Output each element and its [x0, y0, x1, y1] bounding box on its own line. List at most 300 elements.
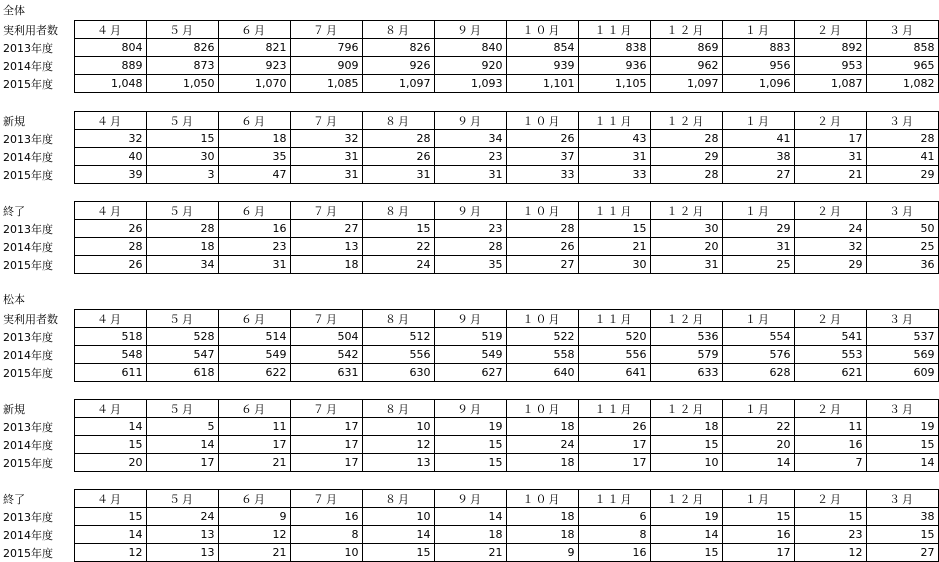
- value-cell: 38: [722, 148, 794, 166]
- value-cell: 939: [506, 57, 578, 75]
- table-row: [0, 57, 938, 75]
- value-cell: 31: [290, 166, 362, 184]
- value-cell: 18: [506, 418, 578, 436]
- value-cell: 611: [74, 364, 146, 382]
- month-header: １月: [722, 310, 794, 328]
- value-cell: 27: [506, 256, 578, 274]
- year-label: 2014年度: [3, 528, 53, 542]
- value-cell: 1,070: [218, 75, 290, 93]
- value-cell: 14: [650, 526, 722, 544]
- value-cell: 618: [146, 364, 218, 382]
- value-cell: 11: [218, 418, 290, 436]
- value-cell: 14: [146, 436, 218, 454]
- value-cell: 6: [578, 508, 650, 526]
- value-cell: 34: [434, 130, 506, 148]
- value-cell: 27: [722, 166, 794, 184]
- section-title-matsumoto: 松本: [3, 293, 25, 306]
- month-header: １月: [722, 21, 794, 39]
- value-cell: 23: [434, 220, 506, 238]
- value-cell: 553: [794, 346, 866, 364]
- value-cell: 631: [290, 364, 362, 382]
- value-cell: 26: [74, 220, 146, 238]
- table-row: [0, 328, 938, 346]
- year-label: 2014年度: [3, 438, 53, 452]
- month-header: ９月: [434, 21, 506, 39]
- value-cell: 18: [290, 256, 362, 274]
- table-row: [0, 418, 938, 436]
- month-header: １０月: [506, 400, 578, 418]
- table-row: [0, 220, 938, 238]
- value-cell: 909: [290, 57, 362, 75]
- month-header: ４月: [74, 490, 146, 508]
- value-cell: 29: [650, 148, 722, 166]
- value-cell: 522: [506, 328, 578, 346]
- value-cell: 24: [794, 220, 866, 238]
- month-header: １２月: [650, 112, 722, 130]
- month-header: ８月: [362, 202, 434, 220]
- value-cell: 13: [362, 454, 434, 472]
- value-cell: 17: [794, 130, 866, 148]
- table-row: [0, 166, 938, 184]
- value-cell: 14: [722, 454, 794, 472]
- value-cell: 549: [218, 346, 290, 364]
- table-matsumoto-end: [0, 489, 939, 562]
- value-cell: 12: [74, 544, 146, 562]
- table-zentai-end: [0, 201, 939, 274]
- value-cell: 536: [650, 328, 722, 346]
- table-matsumoto-new: [0, 399, 939, 472]
- month-header: ７月: [290, 310, 362, 328]
- table-matsumoto-users: [0, 309, 939, 382]
- value-cell: 17: [218, 436, 290, 454]
- value-cell: 1,050: [146, 75, 218, 93]
- value-cell: 27: [866, 544, 938, 562]
- value-cell: 24: [362, 256, 434, 274]
- value-cell: 41: [722, 130, 794, 148]
- header-label: 新規: [3, 114, 25, 128]
- value-cell: 33: [506, 166, 578, 184]
- value-cell: 14: [362, 526, 434, 544]
- month-header: １０月: [506, 202, 578, 220]
- value-cell: 15: [866, 436, 938, 454]
- table-row: [0, 364, 938, 382]
- value-cell: 628: [722, 364, 794, 382]
- value-cell: 26: [74, 256, 146, 274]
- value-cell: 26: [506, 238, 578, 256]
- value-cell: 15: [74, 508, 146, 526]
- value-cell: 43: [578, 130, 650, 148]
- month-header: １０月: [506, 310, 578, 328]
- month-header: １２月: [650, 490, 722, 508]
- month-header: ６月: [218, 112, 290, 130]
- value-cell: 1,096: [722, 75, 794, 93]
- value-cell: 32: [74, 130, 146, 148]
- month-header: １１月: [578, 202, 650, 220]
- month-header: ６月: [218, 21, 290, 39]
- value-cell: 9: [506, 544, 578, 562]
- header-label: 終了: [3, 492, 25, 506]
- value-cell: 15: [794, 508, 866, 526]
- value-cell: 28: [650, 130, 722, 148]
- value-cell: 21: [218, 544, 290, 562]
- value-cell: 15: [866, 526, 938, 544]
- value-cell: 838: [578, 39, 650, 57]
- month-header: ８月: [362, 112, 434, 130]
- value-cell: 37: [506, 148, 578, 166]
- value-cell: 47: [218, 166, 290, 184]
- value-cell: 609: [866, 364, 938, 382]
- value-cell: 31: [290, 148, 362, 166]
- header-row: [0, 112, 938, 130]
- value-cell: 20: [74, 454, 146, 472]
- value-cell: 23: [434, 148, 506, 166]
- month-header: １月: [722, 490, 794, 508]
- month-header: ４月: [74, 112, 146, 130]
- value-cell: 542: [290, 346, 362, 364]
- month-header: ５月: [146, 400, 218, 418]
- month-header: ３月: [866, 400, 938, 418]
- value-cell: 518: [74, 328, 146, 346]
- value-cell: 804: [74, 39, 146, 57]
- value-cell: 31: [218, 256, 290, 274]
- value-cell: 15: [434, 436, 506, 454]
- value-cell: 21: [578, 238, 650, 256]
- value-cell: 28: [434, 238, 506, 256]
- value-cell: 8: [290, 526, 362, 544]
- year-label: 2015年度: [3, 77, 53, 91]
- value-cell: 621: [794, 364, 866, 382]
- month-header: ６月: [218, 202, 290, 220]
- value-cell: 11: [794, 418, 866, 436]
- value-cell: 34: [146, 256, 218, 274]
- value-cell: 840: [434, 39, 506, 57]
- month-header: ４月: [74, 400, 146, 418]
- table-row: [0, 436, 938, 454]
- value-cell: 29: [866, 166, 938, 184]
- value-cell: 854: [506, 39, 578, 57]
- month-header: ５月: [146, 490, 218, 508]
- month-header: ９月: [434, 202, 506, 220]
- value-cell: 18: [506, 526, 578, 544]
- value-cell: 965: [866, 57, 938, 75]
- value-cell: 630: [362, 364, 434, 382]
- table-row: [0, 544, 938, 562]
- month-header: ２月: [794, 310, 866, 328]
- value-cell: 18: [218, 130, 290, 148]
- value-cell: 29: [722, 220, 794, 238]
- month-header: ３月: [866, 21, 938, 39]
- table-row: [0, 454, 938, 472]
- value-cell: 14: [866, 454, 938, 472]
- value-cell: 1,097: [362, 75, 434, 93]
- month-header: ３月: [866, 112, 938, 130]
- month-header: ７月: [290, 490, 362, 508]
- month-header: １１月: [578, 490, 650, 508]
- value-cell: 627: [434, 364, 506, 382]
- month-header: ５月: [146, 112, 218, 130]
- header-row: [0, 21, 938, 39]
- value-cell: 25: [866, 238, 938, 256]
- value-cell: 28: [362, 130, 434, 148]
- value-cell: 17: [578, 454, 650, 472]
- value-cell: 15: [650, 544, 722, 562]
- value-cell: 16: [218, 220, 290, 238]
- value-cell: 956: [722, 57, 794, 75]
- value-cell: 953: [794, 57, 866, 75]
- value-cell: 21: [794, 166, 866, 184]
- value-cell: 889: [74, 57, 146, 75]
- table-row: [0, 39, 938, 57]
- value-cell: 920: [434, 57, 506, 75]
- value-cell: 547: [146, 346, 218, 364]
- month-header: ４月: [74, 202, 146, 220]
- month-header: １０月: [506, 21, 578, 39]
- year-label: 2014年度: [3, 59, 53, 73]
- table-row: [0, 130, 938, 148]
- year-label: 2015年度: [3, 168, 53, 182]
- month-header: ９月: [434, 112, 506, 130]
- value-cell: 15: [722, 508, 794, 526]
- value-cell: 13: [146, 526, 218, 544]
- month-header: １１月: [578, 400, 650, 418]
- value-cell: 537: [866, 328, 938, 346]
- value-cell: 17: [290, 436, 362, 454]
- value-cell: 26: [362, 148, 434, 166]
- value-cell: 18: [434, 526, 506, 544]
- value-cell: 528: [146, 328, 218, 346]
- month-header: １１月: [578, 310, 650, 328]
- month-header: ７月: [290, 21, 362, 39]
- value-cell: 1,093: [434, 75, 506, 93]
- value-cell: 23: [218, 238, 290, 256]
- value-cell: 15: [578, 220, 650, 238]
- value-cell: 7: [794, 454, 866, 472]
- value-cell: 31: [722, 238, 794, 256]
- table-row: [0, 75, 938, 93]
- value-cell: 29: [794, 256, 866, 274]
- header-row: [0, 490, 938, 508]
- value-cell: 21: [434, 544, 506, 562]
- value-cell: 28: [506, 220, 578, 238]
- header-row: [0, 310, 938, 328]
- value-cell: 17: [290, 418, 362, 436]
- value-cell: 19: [434, 418, 506, 436]
- value-cell: 12: [218, 526, 290, 544]
- month-header: ９月: [434, 310, 506, 328]
- month-header: ２月: [794, 202, 866, 220]
- value-cell: 28: [650, 166, 722, 184]
- value-cell: 28: [74, 238, 146, 256]
- value-cell: 8: [578, 526, 650, 544]
- value-cell: 3: [146, 166, 218, 184]
- value-cell: 9: [218, 508, 290, 526]
- value-cell: 24: [146, 508, 218, 526]
- year-label: 2013年度: [3, 420, 53, 434]
- year-label: 2014年度: [3, 150, 53, 164]
- month-header: ８月: [362, 21, 434, 39]
- value-cell: 28: [146, 220, 218, 238]
- value-cell: 936: [578, 57, 650, 75]
- month-header: １０月: [506, 490, 578, 508]
- value-cell: 35: [434, 256, 506, 274]
- value-cell: 14: [434, 508, 506, 526]
- value-cell: 40: [74, 148, 146, 166]
- value-cell: 16: [794, 436, 866, 454]
- value-cell: 554: [722, 328, 794, 346]
- value-cell: 10: [290, 544, 362, 562]
- value-cell: 17: [290, 454, 362, 472]
- value-cell: 31: [650, 256, 722, 274]
- value-cell: 519: [434, 328, 506, 346]
- value-cell: 873: [146, 57, 218, 75]
- value-cell: 16: [578, 544, 650, 562]
- month-header: １２月: [650, 400, 722, 418]
- month-header: ６月: [218, 310, 290, 328]
- value-cell: 15: [146, 130, 218, 148]
- value-cell: 1,097: [650, 75, 722, 93]
- value-cell: 1,105: [578, 75, 650, 93]
- month-header: ２月: [794, 400, 866, 418]
- month-header: ７月: [290, 202, 362, 220]
- month-header: １１月: [578, 112, 650, 130]
- header-label: 新規: [3, 402, 25, 416]
- year-label: 2015年度: [3, 456, 53, 470]
- month-header: １０月: [506, 112, 578, 130]
- month-header: ８月: [362, 310, 434, 328]
- value-cell: 17: [146, 454, 218, 472]
- month-header: １月: [722, 400, 794, 418]
- value-cell: 41: [866, 148, 938, 166]
- year-label: 2013年度: [3, 41, 53, 55]
- month-header: ３月: [866, 310, 938, 328]
- month-header: ５月: [146, 310, 218, 328]
- value-cell: 821: [218, 39, 290, 57]
- value-cell: 31: [578, 148, 650, 166]
- value-cell: 558: [506, 346, 578, 364]
- year-label: 2014年度: [3, 348, 53, 362]
- year-label: 2013年度: [3, 510, 53, 524]
- value-cell: 24: [506, 436, 578, 454]
- month-header: ９月: [434, 490, 506, 508]
- table-row: [0, 148, 938, 166]
- value-cell: 13: [290, 238, 362, 256]
- month-header: １２月: [650, 202, 722, 220]
- table-zentai-new: [0, 111, 939, 184]
- value-cell: 633: [650, 364, 722, 382]
- table-zentai-users: [0, 20, 939, 93]
- value-cell: 549: [434, 346, 506, 364]
- month-header: ４月: [74, 21, 146, 39]
- value-cell: 17: [578, 436, 650, 454]
- value-cell: 576: [722, 346, 794, 364]
- value-cell: 15: [362, 220, 434, 238]
- value-cell: 22: [722, 418, 794, 436]
- month-header: ２月: [794, 490, 866, 508]
- header-row: [0, 202, 938, 220]
- value-cell: 31: [794, 148, 866, 166]
- value-cell: 504: [290, 328, 362, 346]
- value-cell: 25: [722, 256, 794, 274]
- value-cell: 14: [74, 418, 146, 436]
- value-cell: 28: [866, 130, 938, 148]
- value-cell: 796: [290, 39, 362, 57]
- value-cell: 21: [218, 454, 290, 472]
- value-cell: 17: [722, 544, 794, 562]
- month-header: ８月: [362, 490, 434, 508]
- value-cell: 541: [794, 328, 866, 346]
- value-cell: 32: [794, 238, 866, 256]
- year-label: 2014年度: [3, 240, 53, 254]
- value-cell: 826: [146, 39, 218, 57]
- value-cell: 512: [362, 328, 434, 346]
- table-row: [0, 238, 938, 256]
- value-cell: 19: [650, 508, 722, 526]
- value-cell: 32: [290, 130, 362, 148]
- value-cell: 923: [218, 57, 290, 75]
- value-cell: 579: [650, 346, 722, 364]
- header-label: 実利用者数: [3, 23, 58, 37]
- month-header: ７月: [290, 112, 362, 130]
- value-cell: 10: [362, 508, 434, 526]
- value-cell: 30: [650, 220, 722, 238]
- month-header: １月: [722, 112, 794, 130]
- value-cell: 15: [650, 436, 722, 454]
- value-cell: 19: [866, 418, 938, 436]
- month-header: ２月: [794, 21, 866, 39]
- month-header: ３月: [866, 202, 938, 220]
- value-cell: 1,082: [866, 75, 938, 93]
- month-header: ９月: [434, 400, 506, 418]
- value-cell: 36: [866, 256, 938, 274]
- table-row: [0, 256, 938, 274]
- month-header: ７月: [290, 400, 362, 418]
- month-header: １１月: [578, 21, 650, 39]
- value-cell: 26: [506, 130, 578, 148]
- value-cell: 18: [650, 418, 722, 436]
- month-header: １２月: [650, 310, 722, 328]
- value-cell: 16: [290, 508, 362, 526]
- value-cell: 962: [650, 57, 722, 75]
- month-header: ８月: [362, 400, 434, 418]
- value-cell: 30: [578, 256, 650, 274]
- value-cell: 27: [290, 220, 362, 238]
- value-cell: 18: [506, 508, 578, 526]
- value-cell: 826: [362, 39, 434, 57]
- value-cell: 514: [218, 328, 290, 346]
- value-cell: 1,048: [74, 75, 146, 93]
- value-cell: 1,085: [290, 75, 362, 93]
- year-label: 2015年度: [3, 546, 53, 560]
- value-cell: 556: [578, 346, 650, 364]
- value-cell: 13: [146, 544, 218, 562]
- table-row: [0, 346, 938, 364]
- month-header: ３月: [866, 490, 938, 508]
- value-cell: 16: [722, 526, 794, 544]
- value-cell: 35: [218, 148, 290, 166]
- value-cell: 23: [794, 526, 866, 544]
- value-cell: 12: [362, 436, 434, 454]
- header-row: [0, 400, 938, 418]
- year-label: 2015年度: [3, 366, 53, 380]
- value-cell: 15: [362, 544, 434, 562]
- value-cell: 15: [434, 454, 506, 472]
- month-header: ５月: [146, 202, 218, 220]
- value-cell: 883: [722, 39, 794, 57]
- table-row: [0, 526, 938, 544]
- month-header: ６月: [218, 490, 290, 508]
- value-cell: 18: [146, 238, 218, 256]
- value-cell: 50: [866, 220, 938, 238]
